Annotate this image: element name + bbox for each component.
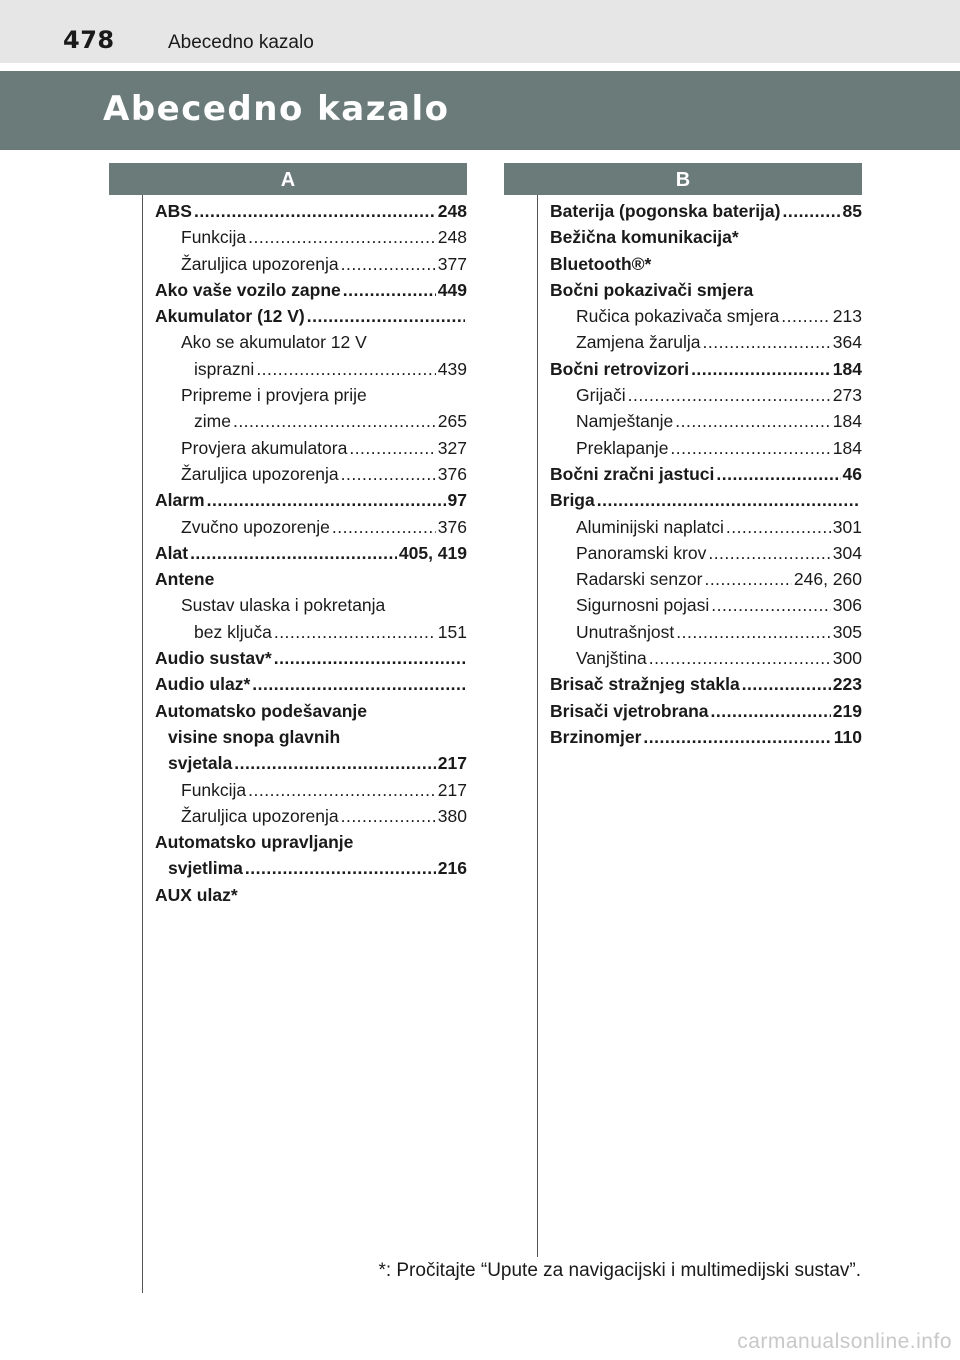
index-entry [550, 540, 862, 566]
index-entry-page: 439 [437, 358, 467, 379]
index-entry-term: ABS [155, 201, 192, 221]
index-entry-term: zime [194, 411, 231, 432]
index-entry-term: AUX ulaz* [155, 884, 238, 905]
index-entry [550, 435, 862, 461]
dot-leader [676, 619, 831, 645]
index-entry [155, 855, 467, 881]
dot-leader [597, 487, 860, 513]
dot-leader [716, 461, 840, 487]
index-entry-term: Zvučno upozorenje [181, 516, 330, 537]
page-title: Abecedno kazalo [103, 89, 450, 129]
index-entry-term: Panoramski krov [576, 542, 707, 563]
index-entry [550, 724, 862, 750]
dot-leader [781, 303, 831, 329]
index-entry-term: Žaruljica upozorenja [181, 805, 339, 826]
index-entry-page: 217 [437, 779, 467, 800]
index-entry [155, 698, 467, 724]
index-entry-term: Bočni retrovizori [550, 358, 690, 379]
dot-leader [341, 461, 436, 487]
index-entry-term: Baterija (pogonska baterija) [550, 201, 781, 221]
index-entry-page: 184 [832, 437, 862, 458]
index-entry-page: 301 [832, 516, 862, 537]
column-rule-right [537, 195, 538, 1257]
index-entry-term: Pripreme i provjera prije [181, 385, 367, 406]
index-entry-page: 248 [437, 201, 467, 221]
index-entry-term: Automatsko podešavanje [155, 700, 367, 721]
index-entry [550, 251, 862, 277]
index-entry-term: Vanjština [576, 648, 647, 669]
index-entry-term: Briga [550, 490, 595, 511]
index-entry [155, 303, 467, 329]
index-entry-term: isprazni [194, 358, 255, 379]
index-entry [550, 329, 862, 355]
index-entry [155, 356, 467, 382]
index-entry-page: 300 [832, 648, 862, 669]
index-entry-term: Audio ulaz* [155, 674, 251, 695]
index-entry [155, 329, 467, 355]
index-entry-page: 151 [437, 621, 467, 642]
index-entry-term: Aluminijski naplatci [576, 516, 724, 537]
index-entry-term: visine snopa glavnih [168, 726, 341, 747]
index-entry-term: Alat [155, 542, 189, 563]
dot-leader [307, 303, 465, 329]
index-entry-page: 248 [437, 227, 467, 248]
index-entry [550, 671, 862, 697]
index-entry-term: Zamjena žarulja [576, 332, 701, 353]
index-entry [550, 566, 862, 592]
index-entry-term: Antene [155, 569, 215, 590]
index-entry [550, 224, 862, 250]
index-entry-term: Žaruljica upozorenja [181, 463, 339, 484]
index-entry-term: Alarm [155, 490, 205, 511]
index-entry-term: Automatsko upravljanje [155, 832, 354, 853]
index-entry [155, 251, 467, 277]
dot-leader [742, 671, 831, 697]
index-entry-term: bez ključa [194, 621, 272, 642]
page-number: 478 [63, 26, 115, 54]
index-entry-term: Akumulator (12 V) [155, 306, 305, 327]
index-entry-term: Brzinomjer [550, 726, 642, 747]
index-entry-term: Bočni zračni jastuci [550, 463, 715, 484]
dot-leader [248, 777, 436, 803]
index-entry-page: 273 [832, 385, 862, 406]
index-entry [155, 514, 467, 540]
index-entry [550, 698, 862, 724]
dot-leader [252, 671, 465, 697]
page-header [0, 0, 960, 63]
index-entry [550, 487, 862, 513]
dot-leader [274, 619, 436, 645]
index-entry-term: Ručica pokazivača smjera [576, 306, 780, 327]
index-entry [155, 882, 467, 908]
dot-leader [628, 382, 831, 408]
index-entry [155, 671, 467, 697]
index-entry [155, 829, 467, 855]
dot-leader [190, 540, 397, 566]
dot-leader [643, 724, 831, 750]
title-band [0, 71, 960, 150]
index-entry [155, 224, 467, 250]
dot-leader [194, 198, 436, 224]
dot-leader [274, 645, 465, 671]
index-entry-page: 85 [842, 201, 862, 221]
dot-leader [703, 329, 831, 355]
index-entry-term: Funkcija [181, 779, 247, 800]
running-header-title: Abecedno kazalo [168, 32, 314, 53]
index-entry-term: svjetlima [168, 858, 243, 879]
index-entry-term: Ako se akumulator 12 V [181, 332, 367, 353]
index-entry [155, 540, 467, 566]
index-entry-term: Grijači [576, 385, 626, 406]
index-entry [155, 750, 467, 776]
index-entry [155, 724, 467, 750]
watermark: carmanualsonline.info [737, 1330, 952, 1353]
index-entry-page: 376 [437, 516, 467, 537]
index-entry-page: 97 [447, 490, 467, 511]
index-entry-term: Unutrašnjost [576, 621, 675, 642]
index-entry [550, 382, 862, 408]
dot-leader [349, 435, 435, 461]
index-entry-term: Funkcija [181, 227, 247, 248]
index-entry-page: 246, 260 [793, 569, 862, 590]
index-entry-term: Ako vaše vozilo zapne [155, 279, 341, 300]
index-entry-page: 306 [832, 595, 862, 616]
index-entry-term: Sustav ulaska i pokretanja [181, 595, 386, 616]
index-entry-page: 184 [832, 358, 862, 379]
dot-leader [708, 540, 830, 566]
index-entry [155, 408, 467, 434]
index-entry-page: 223 [832, 674, 862, 695]
index-entry-term: Bluetooth®* [550, 253, 652, 274]
index-entry [550, 356, 862, 382]
index-entry-term: Preklapanje [576, 437, 669, 458]
index-entry [155, 277, 467, 303]
dot-leader [256, 356, 435, 382]
column-rule-left [142, 195, 143, 1293]
index-entry [550, 408, 862, 434]
index-entry-page: 364 [832, 332, 862, 353]
index-entry [550, 645, 862, 671]
index-entry-page: 216 [437, 858, 467, 879]
index-entry-page: 380 [437, 805, 467, 826]
dot-leader [233, 408, 436, 434]
index-entry [155, 461, 467, 487]
dot-leader [711, 592, 831, 618]
index-entry [155, 619, 467, 645]
index-entry-page: 184 [832, 411, 862, 432]
index-entry [550, 619, 862, 645]
index-entry [155, 803, 467, 829]
dot-leader [675, 408, 831, 434]
dot-leader [343, 277, 436, 303]
dot-leader [704, 566, 791, 592]
index-entry [155, 382, 467, 408]
index-entry [550, 514, 862, 540]
index-entry-term: Sigurnosni pojasi [576, 595, 710, 616]
index-entry [550, 461, 862, 487]
index-entry-page: 377 [437, 253, 467, 274]
index-entry-page: 213 [832, 306, 862, 327]
index-entry-term: Provjera akumulatora [181, 437, 348, 458]
index-column-a [155, 198, 467, 908]
index-entry [155, 566, 467, 592]
index-entry-term: Namještanje [576, 411, 674, 432]
index-entry [550, 592, 862, 618]
dot-leader [341, 251, 436, 277]
dot-leader [332, 514, 436, 540]
index-entry-term: svjetala [168, 753, 233, 774]
index-entry [155, 777, 467, 803]
index-entry-page: 305 [832, 621, 862, 642]
index-column-b [550, 198, 862, 750]
index-entry-page: 46 [842, 463, 862, 484]
index-entry-page: 405, 419 [398, 542, 467, 563]
dot-leader [245, 855, 436, 881]
index-entry-term: Radarski senzor [576, 569, 703, 590]
index-entry-page: 217 [437, 753, 467, 774]
index-entry [155, 592, 467, 618]
section-letter-b: B [504, 163, 862, 195]
index-entry-term: Brisač stražnjeg stakla [550, 674, 740, 695]
dot-leader [341, 803, 436, 829]
dot-leader [248, 224, 436, 250]
index-entry-page: 449 [437, 279, 467, 300]
index-entry [155, 198, 467, 224]
dot-leader [726, 514, 831, 540]
footnote: *: Pročitajte “Upute za navigacijski i multimedijski sustav”. [378, 1260, 861, 1281]
dot-leader [207, 487, 446, 513]
index-entry-page: 110 [833, 726, 862, 747]
index-entry [155, 435, 467, 461]
index-entry-page: 265 [437, 411, 467, 432]
index-entry-term: Audio sustav* [155, 648, 272, 669]
index-entry-term: Bočni pokazivači smjera [550, 279, 754, 300]
dot-leader [670, 435, 830, 461]
index-entry-page: 304 [832, 542, 862, 563]
index-entry [550, 303, 862, 329]
dot-leader [711, 698, 831, 724]
index-entry-page: 219 [832, 700, 862, 721]
dot-leader [234, 750, 436, 776]
index-entry [550, 277, 862, 303]
index-entry-term: Žaruljica upozorenja [181, 253, 339, 274]
dot-leader [782, 198, 840, 224]
section-letter-a: A [109, 163, 467, 195]
index-entry-page: 327 [437, 437, 467, 458]
dot-leader [691, 356, 831, 382]
index-entry-page: 376 [437, 463, 467, 484]
index-entry [155, 487, 467, 513]
index-entry-term: Brisači vjetrobrana [550, 700, 709, 721]
dot-leader [649, 645, 831, 671]
index-entry [155, 645, 467, 671]
index-entry [550, 198, 862, 224]
index-entry-term: Bežična komunikacija* [550, 227, 739, 248]
